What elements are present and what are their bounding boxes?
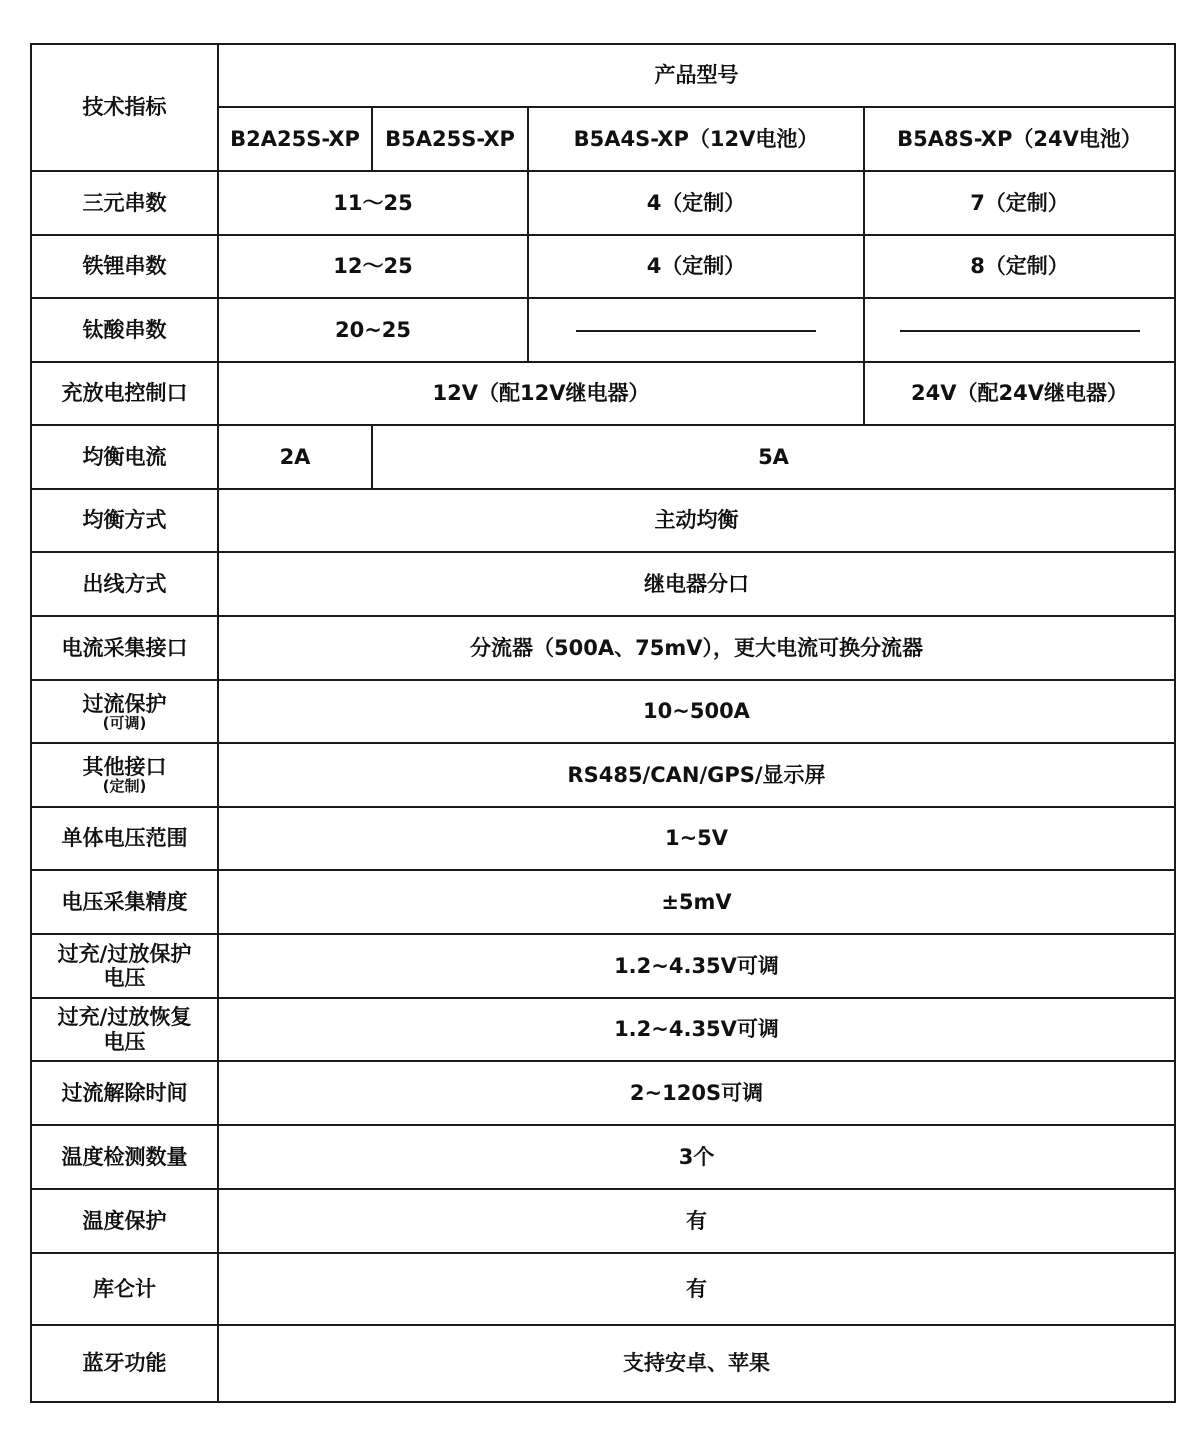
row-label: 其他接口 [82,755,167,780]
cell-value: 5A [372,425,1175,489]
model-b5a8s: B5A8S-XP（24V电池） [864,107,1175,171]
table-row [31,1253,1175,1325]
cell-value: 12～25 [218,235,528,298]
row-label: 均衡电流 [31,425,218,489]
cell-value: 有 [218,1189,1175,1253]
cell-value: 8（定制） [864,235,1175,298]
cell-value: 10~500A [218,680,1175,743]
cell-value: 继电器分口 [218,552,1175,616]
cell-value: 1.2~4.35V可调 [218,934,1175,998]
dash-line [576,330,816,332]
cell-value: 11～25 [218,171,528,235]
cell-value: 7（定制） [864,171,1175,235]
dash-line [900,330,1140,332]
cell-value: 4（定制） [528,171,864,235]
table-row [31,743,1175,807]
cell-value: 有 [218,1253,1175,1325]
product-model-cell [218,44,1175,107]
product-model-label: 产品型号 [654,63,739,88]
table-row [31,552,1175,616]
table-row [31,998,1175,1061]
table-row [31,807,1175,870]
cell-value: RS485/CAN/GPS/显示屏 [218,743,1175,807]
cell-value: 主动均衡 [218,489,1175,552]
model-b5a25s: B5A25S-XP [372,107,528,171]
cell-value: 2~120S可调 [218,1061,1175,1125]
not-applicable-cell [528,298,864,362]
row-label: 钛酸串数 [31,298,218,362]
spec-label-cell [31,44,218,171]
cell-value: 1~5V [218,807,1175,870]
row-label: 库仑计 [31,1253,218,1325]
row-label: 单体电压范围 [31,807,218,870]
model-b5a4s: B5A4S-XP（12V电池） [528,107,864,171]
table-row [31,1189,1175,1253]
row-label: 电流采集接口 [31,616,218,680]
table-row [31,489,1175,552]
row-label: 出线方式 [31,552,218,616]
row-label-note: (定制) [102,777,147,796]
table-row [31,298,1175,362]
cell-value: 2A [218,425,372,489]
cell-value: 12V（配12V继电器） [218,362,864,425]
row-label: 充放电控制口 [31,362,218,425]
table-row [31,362,1175,425]
row-label: 铁锂串数 [31,235,218,298]
row-label: 过流解除时间 [31,1061,218,1125]
row-label: 均衡方式 [31,489,218,552]
table-row [31,1061,1175,1125]
cell-value: 20~25 [218,298,528,362]
row-label: 电压采集精度 [31,870,218,934]
cell-value: 1.2~4.35V可调 [218,998,1175,1061]
model-b2a25s: B2A25S-XP [218,107,372,171]
table-row [31,616,1175,680]
cell-value: 24V（配24V继电器） [864,362,1175,425]
table-row [31,235,1175,298]
header-row [31,44,1175,107]
cell-value: ±5mV [218,870,1175,934]
row-label-cell [31,998,218,1061]
table-row [31,934,1175,998]
table-row [31,870,1175,934]
cell-value: 分流器（500A、75mV），更大电流可换分流器 [218,616,1175,680]
row-label: 电压 [103,966,146,990]
row-label: 三元串数 [31,171,218,235]
spec-table [30,43,1176,1403]
cell-value: 支持安卓、苹果 [218,1325,1175,1402]
row-label: 电压 [103,1029,146,1054]
cell-value: 4（定制） [528,235,864,298]
row-label-note: (可调) [102,713,147,732]
table-row [31,1325,1175,1402]
row-label-cell [31,934,218,998]
spec-label: 技术指标 [82,95,167,120]
row-label-cell [31,680,218,743]
table-row [31,171,1175,235]
row-label: 蓝牙功能 [31,1325,218,1402]
row-label: 过充/过放保护 [57,941,192,966]
not-applicable-cell [864,298,1175,362]
table-row [31,425,1175,489]
row-label: 温度检测数量 [31,1125,218,1189]
cell-value: 3个 [218,1125,1175,1189]
row-label: 过流保护 [82,691,167,716]
row-label: 过充/过放恢复 [57,1005,192,1030]
row-label: 温度保护 [31,1189,218,1253]
table-row [31,680,1175,743]
table-row [31,1125,1175,1189]
row-label-cell [31,743,218,807]
